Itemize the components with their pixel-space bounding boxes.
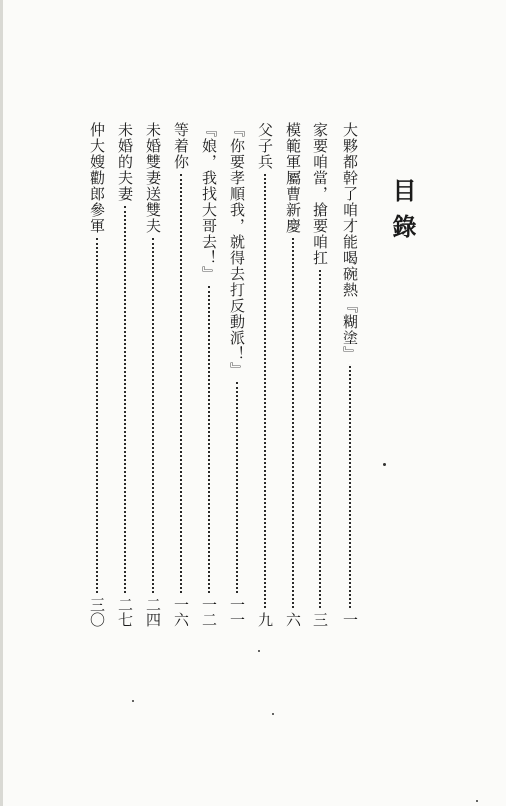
toc-entry-page: 一 <box>341 612 359 627</box>
toc-entry-page: 三〇 <box>88 597 106 627</box>
toc-entry-title: 家要咱當，搶要咱扛 <box>311 122 329 266</box>
toc-entry-page: 一六 <box>172 597 190 627</box>
leader-dots <box>152 238 154 593</box>
toc-entry <box>197 122 221 627</box>
leader-dots <box>292 238 294 608</box>
scan-speck <box>258 650 260 652</box>
leader-dots <box>264 174 266 608</box>
leader-dots <box>208 286 210 593</box>
page-title: 目錄 <box>388 178 417 250</box>
toc-entry <box>113 122 137 627</box>
leader-dots <box>124 206 126 593</box>
toc-entry-title: 未婚雙妻送雙夫 <box>144 122 162 234</box>
toc-entry <box>308 122 332 627</box>
toc-entry-page: 二七 <box>116 597 134 627</box>
scan-speck <box>132 700 134 702</box>
toc-entry-page: 一一 <box>228 597 246 627</box>
toc-entry <box>225 122 249 627</box>
toc-entry-title: 大夥都幹了咱才能喝碗熱『糊塗』 <box>341 122 359 362</box>
toc-entry <box>169 122 193 627</box>
leader-dots <box>96 238 98 593</box>
toc-entry <box>85 122 109 627</box>
scan-speck <box>383 463 386 466</box>
toc-entry-title: 未婚的夫妻 <box>116 122 134 202</box>
scan-speck <box>272 713 274 715</box>
toc-entry <box>141 122 165 627</box>
leader-dots <box>349 366 351 608</box>
leader-dots <box>236 382 238 593</box>
leader-dots <box>180 174 182 593</box>
toc-entry-page: 三 <box>311 612 329 627</box>
toc-entry-title: 模範軍屬曹新慶 <box>284 122 302 234</box>
leader-dots <box>319 270 321 608</box>
toc-entry-page: 九 <box>256 612 274 627</box>
toc-entry <box>338 122 362 627</box>
toc-entry-title: 仲大嫂勸郎參軍 <box>88 122 106 234</box>
toc-entry-title: 等着你 <box>172 122 190 170</box>
toc-entry-title: 『你要孝順我，就得去打反動派！』 <box>228 122 246 378</box>
toc-entry-title: 『娘，我找大哥去！』 <box>200 122 218 282</box>
toc-entry-page: 二四 <box>144 597 162 627</box>
toc-entry <box>281 122 305 627</box>
toc-entry-title: 父子兵 <box>256 122 274 170</box>
toc-entry <box>253 122 277 627</box>
scan-edge <box>0 0 3 806</box>
toc-entry-page: 六 <box>284 612 302 627</box>
scan-speck <box>476 800 478 802</box>
toc-entry-page: 一二 <box>200 597 218 627</box>
